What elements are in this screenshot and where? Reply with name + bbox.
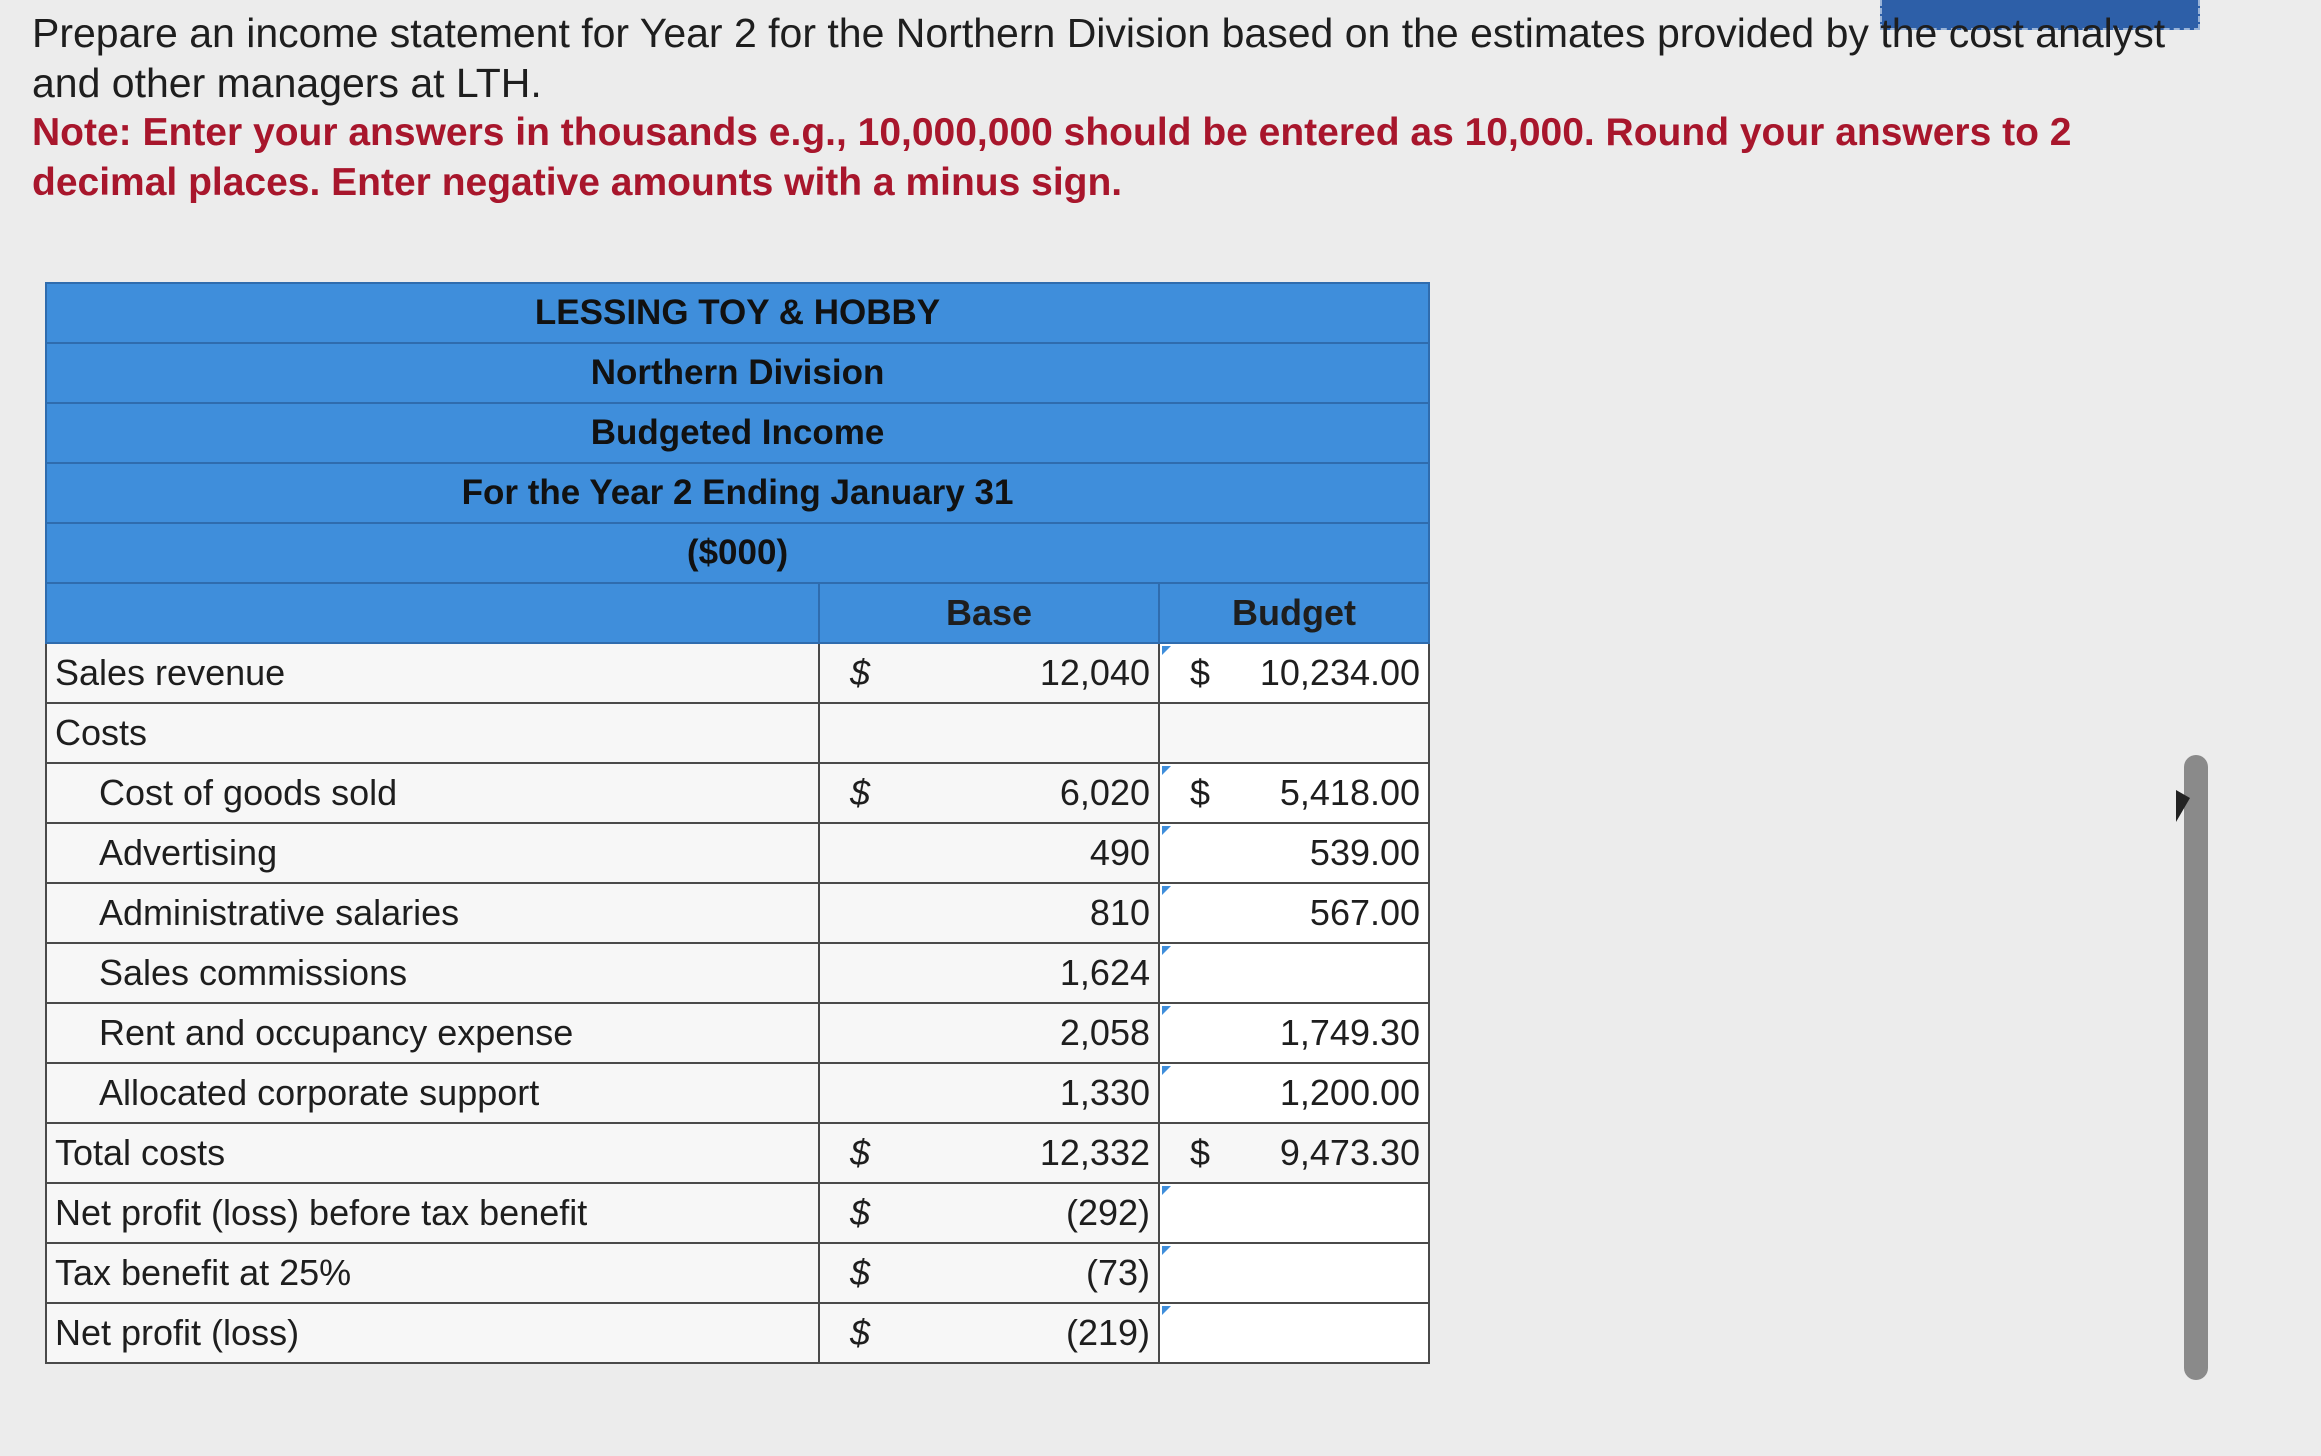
row-label: Tax benefit at 25% — [46, 1243, 819, 1303]
budget-input-net-profit-before-tax[interactable] — [1159, 1183, 1429, 1243]
base-cell: 2,058 — [819, 1003, 1159, 1063]
instructions — [32, 8, 2192, 208]
base-cell: 1,330 — [819, 1063, 1159, 1123]
currency-symbol: $ — [1190, 1132, 1211, 1173]
row-label: Total costs — [46, 1123, 819, 1183]
table-row-cost-of-goods-sold — [46, 763, 1429, 823]
base-cell-empty — [819, 703, 1159, 763]
row-label: Sales revenue — [46, 643, 819, 703]
budget-input-rent-and-occupancy[interactable]: 1,749.30 — [1159, 1003, 1429, 1063]
statement-period: For the Year 2 Ending January 31 — [46, 463, 1429, 523]
table-row-tax-benefit — [46, 1243, 1429, 1303]
column-header-budget: Budget — [1159, 583, 1429, 643]
base-cell: 1,624 — [819, 943, 1159, 1003]
vertical-scrollbar[interactable] — [2184, 755, 2208, 1380]
table-row-total-costs — [46, 1123, 1429, 1183]
base-cell — [819, 643, 1159, 703]
column-header-base: Base — [819, 583, 1159, 643]
budget-value: 10,234.00 — [1259, 652, 1421, 693]
base-cell — [819, 1303, 1159, 1363]
mouse-pointer-icon — [2176, 790, 2190, 822]
statement-units: ($000) — [46, 523, 1429, 583]
budget-total-costs — [1159, 1123, 1429, 1183]
budget-value: 5,418.00 — [1279, 772, 1421, 813]
table-row-sales-commissions — [46, 943, 1429, 1003]
statement-title: Budgeted Income — [46, 403, 1429, 463]
table-row-sales-revenue — [46, 643, 1429, 703]
row-label: Cost of goods sold — [46, 763, 819, 823]
table-row-net-profit-before-tax — [46, 1183, 1429, 1243]
table-row-rent-and-occupancy — [46, 1003, 1429, 1063]
base-cell — [819, 1123, 1159, 1183]
base-cell — [819, 763, 1159, 823]
row-label: Advertising — [46, 823, 819, 883]
row-label: Allocated corporate support — [46, 1063, 819, 1123]
row-label: Net profit (loss) before tax benefit — [46, 1183, 819, 1243]
base-value: (73) — [1085, 1252, 1150, 1293]
company-name: LESSING TOY & HOBBY — [46, 283, 1429, 343]
budget-input-cost-of-goods-sold[interactable] — [1159, 763, 1429, 823]
base-value: 12,040 — [1039, 652, 1150, 693]
table-row-advertising — [46, 823, 1429, 883]
table-row-net-profit — [46, 1303, 1429, 1363]
column-header-row — [46, 583, 1429, 643]
currency-symbol: $ — [850, 1252, 871, 1293]
currency-symbol: $ — [850, 1312, 871, 1353]
table-row-allocated-corporate-support — [46, 1063, 1429, 1123]
budget-input-sales-commissions[interactable] — [1159, 943, 1429, 1003]
income-statement-table — [45, 282, 1430, 1364]
budget-input-net-profit[interactable] — [1159, 1303, 1429, 1363]
currency-symbol: $ — [1190, 772, 1211, 813]
base-value: 12,332 — [1039, 1132, 1150, 1173]
row-label: Costs — [46, 703, 819, 763]
row-label: Sales commissions — [46, 943, 819, 1003]
base-value: (219) — [1065, 1312, 1150, 1353]
budget-input-administrative-salaries[interactable]: 567.00 — [1159, 883, 1429, 943]
budget-input-tax-benefit[interactable] — [1159, 1243, 1429, 1303]
currency-symbol: $ — [850, 1192, 871, 1233]
base-cell — [819, 1243, 1159, 1303]
budget-input-allocated-corporate-support[interactable]: 1,200.00 — [1159, 1063, 1429, 1123]
currency-symbol: $ — [850, 1132, 871, 1173]
instructions-note: Note: Enter your answers in thousands e.g., 10,000,000 should be entered as 10,000. Round your answers to 2 decimal places. Enter negative amounts with a minus sign. — [32, 111, 2072, 204]
row-label: Rent and occupancy expense — [46, 1003, 819, 1063]
base-cell — [819, 1183, 1159, 1243]
budget-value: 9,473.30 — [1279, 1132, 1421, 1173]
budget-cell-empty — [1159, 703, 1429, 763]
budget-input-sales-revenue[interactable] — [1159, 643, 1429, 703]
base-cell: 490 — [819, 823, 1159, 883]
currency-symbol: $ — [850, 772, 871, 813]
currency-symbol: $ — [850, 652, 871, 693]
instructions-intro: Prepare an income statement for Year 2 for the Northern Division based on the estimates provided by the cost analyst and other managers at LTH. — [32, 10, 2166, 106]
base-value: 6,020 — [1059, 772, 1150, 813]
row-label: Net profit (loss) — [46, 1303, 819, 1363]
table-row-administrative-salaries — [46, 883, 1429, 943]
budget-input-advertising[interactable]: 539.00 — [1159, 823, 1429, 883]
base-cell: 810 — [819, 883, 1159, 943]
division-name: Northern Division — [46, 343, 1429, 403]
row-label: Administrative salaries — [46, 883, 819, 943]
column-header-blank — [46, 583, 819, 643]
table-row-costs — [46, 703, 1429, 763]
currency-symbol: $ — [1190, 652, 1211, 693]
base-value: (292) — [1065, 1192, 1150, 1233]
